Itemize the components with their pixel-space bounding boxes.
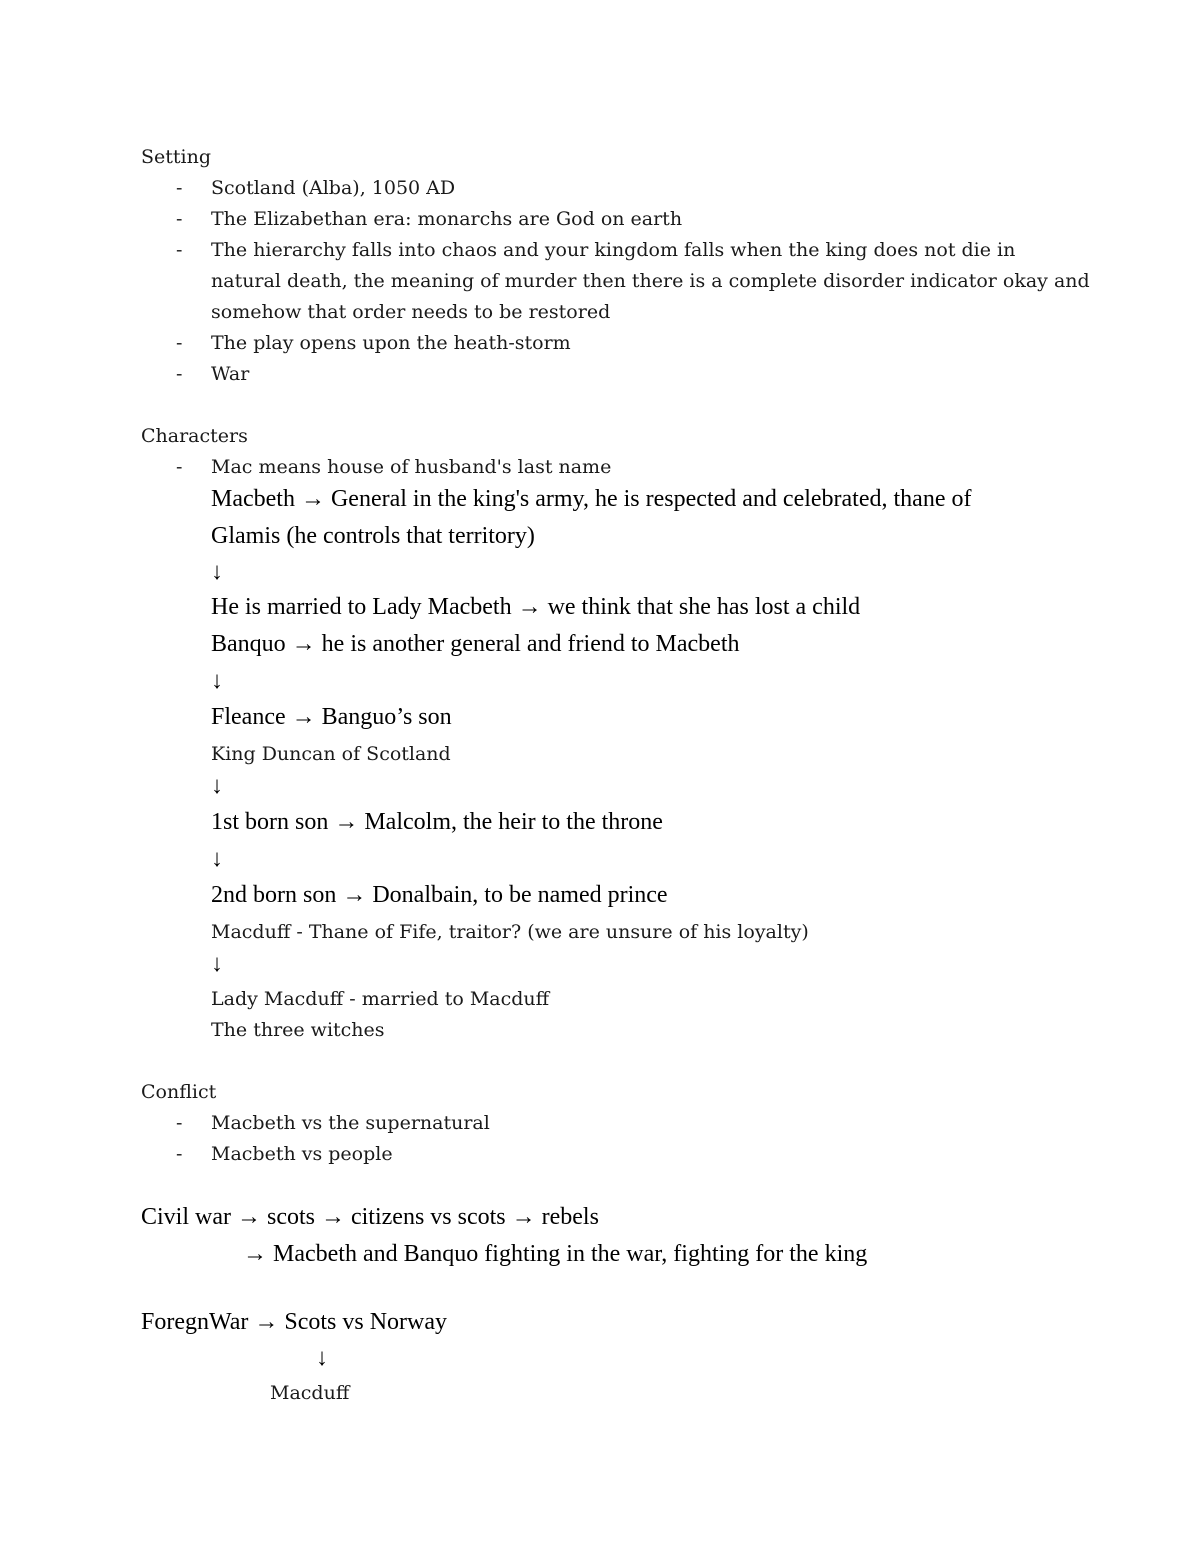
down-arrow: ↓ (211, 668, 223, 694)
conflict-heading: Conflict (141, 1081, 217, 1103)
bullet-dash: - (176, 363, 183, 385)
setting-heading: Setting (141, 146, 212, 168)
conflict-item: Macbeth vs the supernatural (211, 1112, 490, 1134)
character-line: The three witches (211, 1019, 385, 1041)
civil-war-line: Civil war → scots → citizens vs scots → rebels (141, 1204, 599, 1230)
setting-item: The hierarchy falls into chaos and your kingdom falls when the king does not die in (211, 239, 1016, 261)
character-line: Glamis (he controls that territory) (211, 523, 535, 549)
character-line: 1st born son → Malcolm, the heir to the throne (211, 809, 663, 835)
down-arrow: ↓ (211, 951, 223, 977)
foreign-war-line: Macduff (270, 1382, 350, 1404)
characters-heading: Characters (141, 425, 248, 447)
civil-war-line: → Macbeth and Banquo fighting in the war, fighting for the king (243, 1241, 868, 1267)
characters-bullet: Mac means house of husband's last name (211, 456, 612, 478)
character-line: 2nd born son → Donalbain, to be named prince (211, 882, 668, 908)
bullet-dash: - (176, 1143, 183, 1165)
character-line: Fleance → Banguo’s son (211, 704, 452, 730)
character-line: Macduff - Thane of Fife, traitor? (we are unsure of his loyalty) (211, 921, 809, 943)
setting-item: The Elizabethan era: monarchs are God on earth (211, 208, 683, 230)
setting-item: Scotland (Alba), 1050 AD (211, 177, 456, 199)
bullet-dash: - (176, 208, 183, 230)
foreign-war-line: ForegnWar → Scots vs Norway (141, 1309, 448, 1335)
character-line: He is married to Lady Macbeth → we think that she has lost a child (211, 594, 861, 620)
bullet-dash: - (176, 456, 183, 478)
bullet-dash: - (176, 332, 183, 354)
down-arrow: ↓ (211, 846, 223, 872)
character-line: Lady Macduff - married to Macduff (211, 988, 550, 1010)
character-line: Macbeth → General in the king's army, he is respected and celebrated, thane of (211, 486, 972, 512)
setting-item-continued: natural death, the meaning of murder then there is a complete disorder indicator okay and (211, 270, 1090, 292)
down-arrow: ↓ (211, 559, 223, 585)
bullet-dash: - (176, 1112, 183, 1134)
conflict-item: Macbeth vs people (211, 1143, 393, 1165)
character-line: King Duncan of Scotland (211, 743, 451, 765)
setting-item-continued: somehow that order needs to be restored (211, 301, 611, 323)
setting-item: The play opens upon the heath-storm (211, 332, 571, 354)
character-line: Banquo → he is another general and friend to Macbeth (211, 631, 740, 657)
down-arrow: ↓ (316, 1345, 328, 1371)
bullet-dash: - (176, 239, 183, 261)
down-arrow: ↓ (211, 773, 223, 799)
setting-item: War (211, 363, 250, 385)
bullet-dash: - (176, 177, 183, 199)
